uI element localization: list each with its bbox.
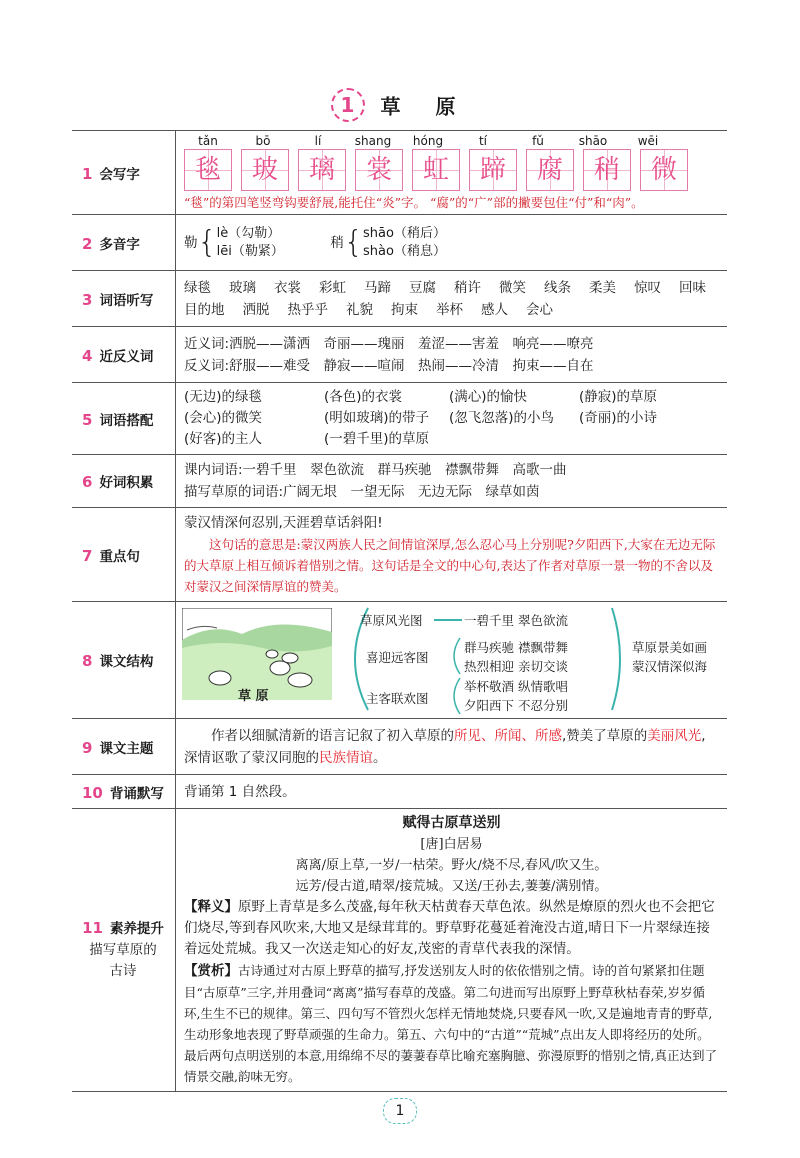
dictation-line-1: 绿毯 玻璃 衣裳 彩虹 马蹄 豆腐 稍许 微笑 线条 柔美 惊叹 回味 (184, 279, 706, 296)
study-table (72, 130, 727, 1092)
key-sentence: 蒙汉情深何忍别,天涯碧草话斜阳! (184, 515, 383, 531)
right-bracket (608, 604, 628, 714)
row-theme (72, 719, 727, 775)
lesson-number: 1 (331, 88, 365, 122)
section-label: 5 词语搭配 (72, 383, 176, 455)
part-1: 草原风光图 (360, 613, 423, 628)
row-recite (72, 775, 727, 809)
part-2-detail-b: 热烈相迎 亲切交谈 (464, 659, 568, 674)
lesson-title (0, 88, 800, 122)
pinyin-row: tǎn bō lí shang hóng tí fǔ shāo wēi (198, 134, 659, 148)
section-label: 4 近反义词 (72, 327, 176, 383)
section-label: 7 重点句 (72, 508, 176, 602)
poem-translation: 【释义】原野上青草是多么茂盛,每年秋天枯黄春天草色浓。纵然是燎原的烈火也不会把它们烧尽,等到春风吹来,大地又是绿茸茸的。野草野花蔓延着淹没古道,晴日下一片翠绿连接着远处荒城。我又一次送走知心的好友,茂密的青草代表我的深情。 (184, 899, 715, 957)
antonyms-line: 反义词:舒服——难受 静寂——喧闹 热闹——冷清 拘束——自在 (184, 357, 594, 374)
brace-2 (442, 636, 462, 676)
char-box: 稍 (583, 149, 631, 191)
char-box: 裳 (355, 149, 403, 191)
row-synonyms (72, 327, 727, 383)
part-2: 喜迎远客图 (366, 650, 429, 665)
section-label: 6 好词积累 (72, 455, 176, 508)
section-label: 8 课文结构 (72, 602, 176, 719)
poem-author: [唐]白居易 (420, 837, 483, 852)
illustration-caption: 草 原 (238, 689, 269, 704)
polyphone-shao: 稍{shāo（稍后） shào（稍息） (330, 224, 446, 260)
dictation-line-2: 目的地 洒脱 热乎乎 礼貌 拘束 举杯 感人 会心 (184, 301, 553, 318)
good-words-line-2: 描写草原的词语:广阔无垠 一望无际 无边无际 绿草如茵 (184, 484, 540, 500)
part-3-detail-b: 夕阳西下 不忍分别 (464, 698, 568, 713)
char-box: 微 (640, 149, 688, 191)
poem-title: 赋得古原草送别 (402, 815, 501, 831)
char-box: 虹 (412, 149, 460, 191)
collocation-row: (好客)的主人 (一碧千里)的草原 (184, 431, 430, 447)
good-words-line-1: 课内词语:一碧千里 翠色欲流 群马疾驰 襟飘带舞 高歌一曲 (184, 462, 567, 478)
collocation-row: (会心)的微笑 (明如玻璃)的带子 (忽飞忽落)的小鸟 (奇丽)的小诗 (184, 410, 658, 426)
poem-line-1: 离离/原上草,一岁/一枯荣。野火/烧不尽,春风/吹又生。 (295, 858, 608, 873)
lesson-title-text: 草 原 (380, 94, 470, 119)
theme-text: 作者以细腻清新的语言记叙了初入草原的所见、所闻、所感,赞美了草原的美丽风光,深情讴歌了蒙汉同胞的民族情谊。 (176, 719, 728, 775)
structure-diagram (180, 604, 723, 716)
section-label: 10 背诵默写 (72, 775, 176, 809)
char-box: 蹄 (469, 149, 517, 191)
row-dictation (72, 271, 727, 327)
char-box: 腐 (526, 149, 574, 191)
collocation-row: (无边)的绿毯 (各色)的衣裳 (满心)的愉快 (静寂)的草原 (184, 389, 658, 405)
page-number: 1 (383, 1098, 417, 1124)
brace-3 (442, 676, 462, 716)
section-label: 3 词语听写 (72, 271, 176, 327)
polyphone-le: 勒{lè（勾勒） lēi（勒紧） (184, 224, 284, 260)
row-good-words (72, 455, 727, 508)
row-poem (72, 809, 727, 1092)
part-1-detail: 一碧千里 翠色欲流 (464, 613, 568, 628)
poem-line-2: 远芳/侵古道,晴翠/接荒城。又送/王孙去,萋萋/满别情。 (295, 879, 608, 894)
key-sentence-explanation: 这句话的意思是:蒙汉两族人民之间情谊深厚,怎么忍心马上分别呢?夕阳西下,大家在无边无际的大草原上相互倾诉着惜别之情。这句话是全文的中心句,表达了作者对草原一景一物的不舍以及对蒙汉之间深情厚谊的赞美。 (184, 537, 716, 594)
section-label: 1 会写字 (72, 131, 176, 215)
section-label: 9 课文主题 (72, 719, 176, 775)
row-structure (72, 602, 727, 719)
recite-text: 背诵第 1 自然段。 (176, 775, 728, 809)
char-grid (184, 149, 719, 191)
connector-line (434, 619, 462, 621)
row-polyphones (72, 215, 727, 271)
synonyms-line: 近义词:洒脱——潇洒 奇丽——瑰丽 羞涩——害羞 响亮——嘹亮 (184, 335, 594, 352)
section-label: 2 多音字 (72, 215, 176, 271)
summary-1: 草原景美如画 (632, 640, 708, 655)
writing-note: “毯”的第四笔竖弯钩要舒展,能托住“炎”字。 “腐”的“广”部的撇要包住“付”和“肉”。 (184, 195, 644, 210)
part-3-detail-a: 举杯敬酒 纵情歌唱 (464, 679, 568, 694)
summary-2: 蒙汉情深似海 (632, 659, 708, 674)
poem-appreciation: 【赏析】古诗通过对古原上野草的描写,抒发送别友人时的依依惜别之情。诗的首句紧紧扣住题目“古原草”三字,并用叠词“离离”描写春草的茂盛。第二句进而写出原野上野草秋枯春荣,岁岁循环,生生不已的规律。第三、四句写不管烈火怎样无情地焚烧,只要春风一吹,又是遍地青青的野草,生动形象地表现了野草顽强的生命力。第五、六句中的“古道”“荒城”点出友人即将经历的处所。最后两句点明送别的本意,用绵绵不尽的萋萋春草比喻充塞胸臆、弥漫原野的惜别之情,真正达到了情景交融,韵味无穷。 (184, 963, 717, 1084)
char-box: 毯 (184, 149, 232, 191)
row-key-sentence (72, 508, 727, 602)
char-box: 璃 (298, 149, 346, 191)
part-3: 主客联欢图 (366, 691, 429, 706)
section-label: 11 素养提升 描写草原的 古诗 (72, 809, 176, 1092)
row-collocations (72, 383, 727, 455)
part-2-detail-a: 群马疾驰 襟飘带舞 (464, 640, 568, 655)
row-write-chars (72, 131, 727, 215)
char-box: 玻 (241, 149, 289, 191)
